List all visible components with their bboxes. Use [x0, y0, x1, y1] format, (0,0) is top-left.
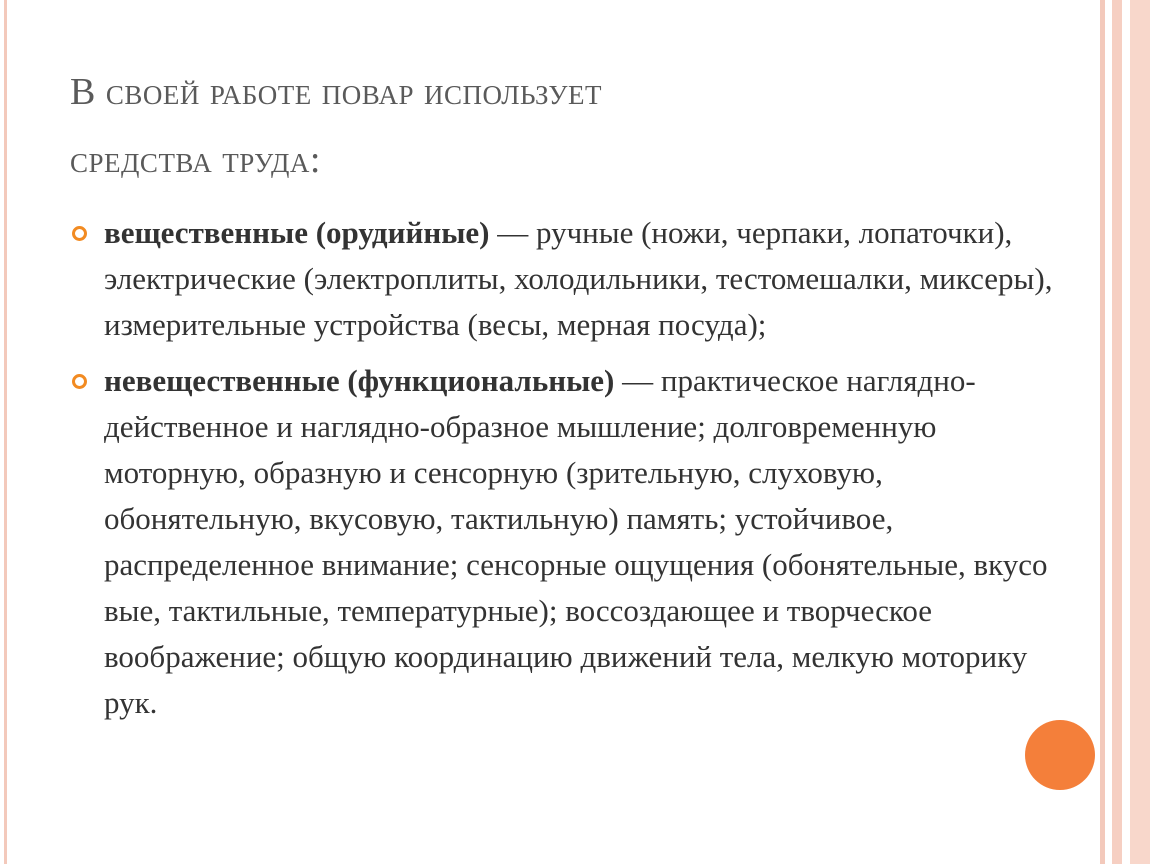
item-term: невещественные (функциональные) — [104, 363, 615, 398]
frame-right-line-1 — [1100, 0, 1105, 864]
title-line-1: В своей работе повар использует — [70, 71, 602, 113]
item-text: — ручные (ножи, черпаки, лопаточки), электрические (электроплиты, холодильники, тестомешалки, миксеры), измерительные устройства (весы, мерная посуда); — [104, 215, 1053, 342]
title-line-2: средства труда: — [70, 139, 321, 181]
frame-right-line-2 — [1112, 0, 1122, 864]
ring-bullet-icon — [72, 374, 87, 389]
bullet-list — [70, 210, 1070, 736]
ring-bullet-icon — [72, 226, 87, 241]
item-text: — практическое наглядно-действенное и наглядно-образное мышление; долговременную моторную, образную и сенсорную (зрительную, слуховую, обонятельную, вкусовую, тактильную) память; устойчивое, распределенное внимание; сенсорные ощущения (обонятельные, вкусо вые, тактильные, температурные); воссоздающее и творческое воображение; общую координацию движений тела, мелкую моторику рук. — [104, 363, 1048, 720]
frame-left-line — [4, 0, 7, 864]
slide-title — [70, 58, 1050, 194]
item-term: вещественные (орудийные) — [104, 215, 490, 250]
list-item-immaterial — [70, 358, 1070, 726]
frame-right-line-3 — [1130, 0, 1150, 864]
list-item-material — [70, 210, 1070, 348]
orange-circle-decoration — [1025, 720, 1095, 790]
